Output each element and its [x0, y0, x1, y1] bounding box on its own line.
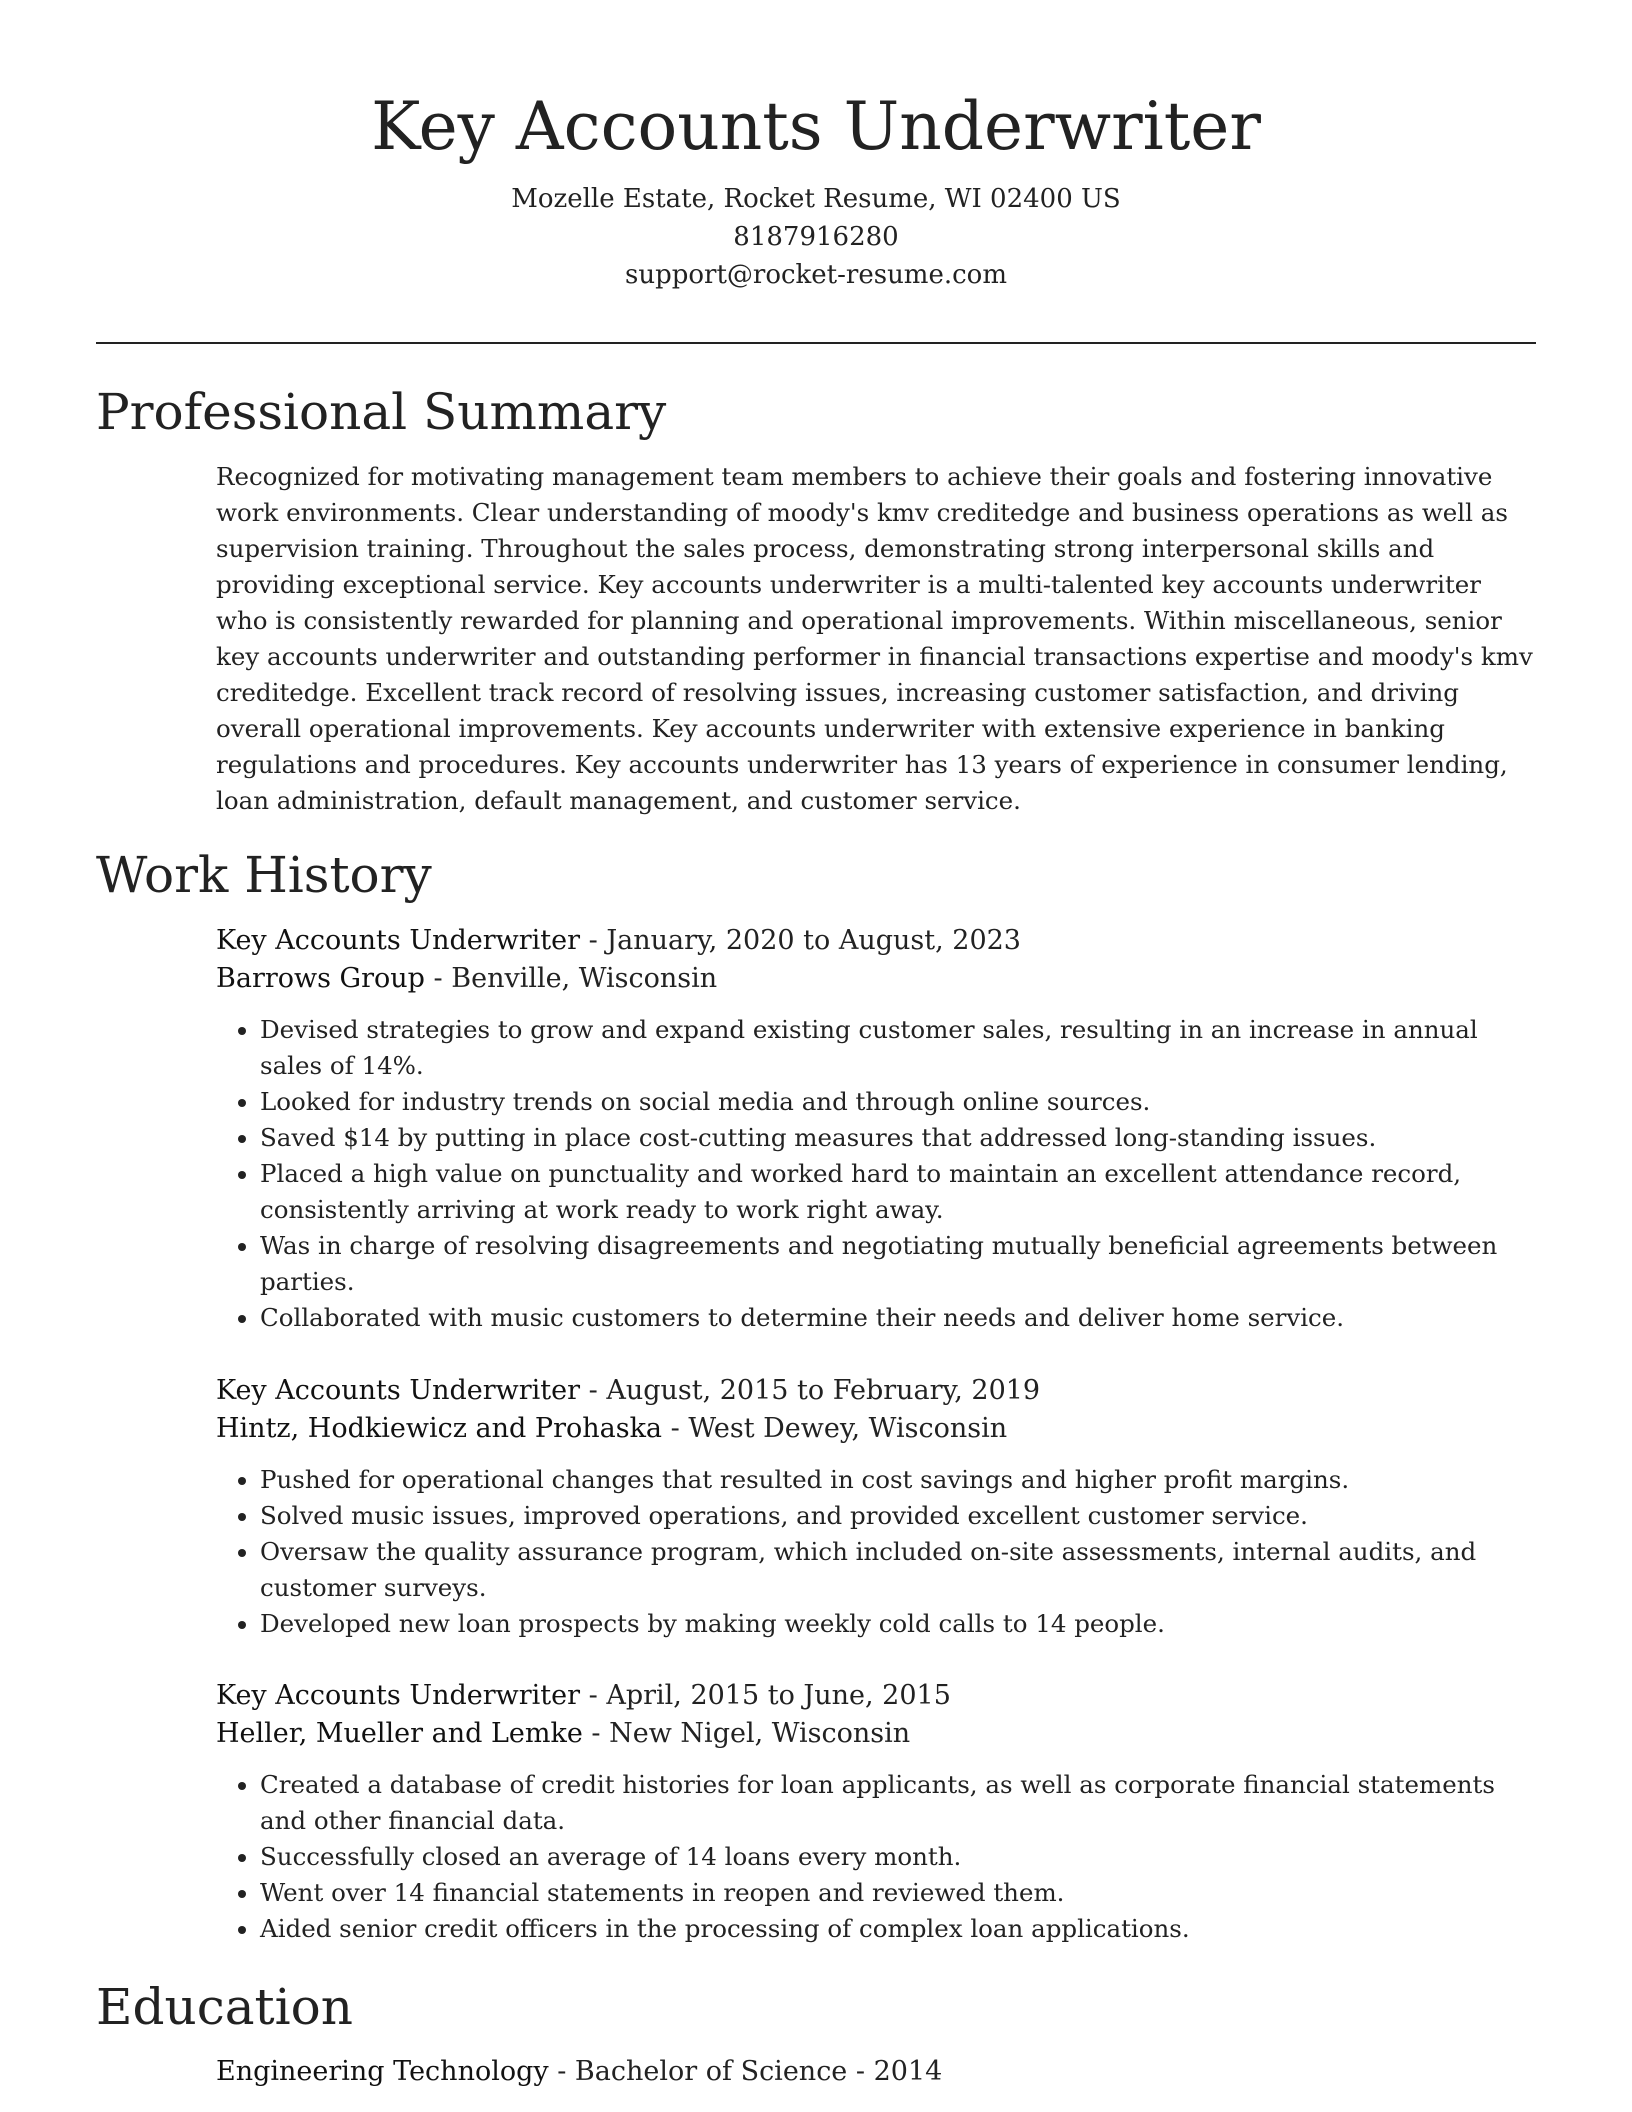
job-company: Heller, Mueller and Lemke: [216, 1718, 583, 1749]
duty-item: • Placed a high value on punctuality and worked hard to maintain an excellent attendance record, consistently arriving at work ready to work right away.: [260, 1156, 1536, 1228]
job-entry-3: [216, 1677, 1536, 1947]
job-position: Key Accounts Underwriter: [216, 1680, 581, 1711]
duty-item: • Saved $14 by putting in place cost-cutting measures that addressed long-standing issues.: [260, 1120, 1536, 1156]
work-history-heading: Work History: [96, 846, 432, 904]
job-duties-list: [216, 1767, 1536, 1947]
job-position: Key Accounts Underwriter: [216, 1375, 581, 1406]
resume-header: [96, 84, 1536, 294]
summary-section: [216, 459, 1536, 819]
summary-text: Recognized for motivating management team members to achieve their goals and fostering innovative work environments. Clear understanding of moody's kmv creditedge and business operations as well as supervision training. Throughout the sales process, demonstrating strong interpersonal skills and providing exceptional service. Key accounts underwriter is a multi-talented key accounts underwriter who is consistently rewarded for planning and operational improvements. Within miscellaneous, senior key accounts underwriter and outstanding performer in financial transactions expertise and moody's kmv creditedge. Excellent track record of resolving issues, increasing customer satisfaction, and driving overall operational improvements. Key accounts underwriter with extensive experience in banking regulations and procedures. Key accounts underwriter has 13 years of experience in consumer lending, loan administration, default management, and customer service.: [216, 462, 1533, 815]
duty-item: • Solved music issues, improved operations, and provided excellent customer service.: [260, 1498, 1536, 1534]
duty-item: • Oversaw the quality assurance program, which included on-site assessments, internal audits, and customer surveys.: [260, 1534, 1536, 1606]
job-position: Key Accounts Underwriter: [216, 925, 581, 956]
duty-item: • Aided senior credit officers in the processing of complex loan applications.: [260, 1911, 1536, 1947]
education-field: Engineering Technology: [216, 2056, 549, 2087]
job-company-line: [216, 960, 1536, 998]
duty-item: • Developed new loan prospects by making weekly cold calls to 14 people.: [260, 1606, 1536, 1642]
job-company: Barrows Group: [216, 963, 425, 994]
duty-item: • Looked for industry trends on social media and through online sources.: [260, 1084, 1536, 1120]
job-dates: - April, 2015 to June, 2015: [580, 1680, 951, 1711]
summary-heading: Professional Summary: [96, 383, 667, 441]
email-text: support@rocket-resume.com: [624, 260, 1007, 290]
education-degree: - Bachelor of Science: [548, 2056, 848, 2087]
job-title-line: [216, 1372, 1536, 1410]
duty-item: • Was in charge of resolving disagreements and negotiating mutually beneficial agreements between parties.: [260, 1228, 1536, 1300]
duty-item: • Created a database of credit histories for loan applicants, as well as corporate financial statements and other financial data.: [260, 1767, 1536, 1839]
duty-item: • Collaborated with music customers to determine their needs and deliver home service.: [260, 1300, 1536, 1336]
candidate-name: Key Accounts Underwriter: [371, 88, 1261, 165]
education-entry: [216, 2053, 1536, 2091]
address-text: Mozelle Estate, Rocket Resume, WI 02400 US: [511, 184, 1121, 214]
education-line: [216, 2053, 1536, 2091]
phone-text: 8187916280: [733, 222, 899, 252]
education-heading: Education: [96, 1978, 353, 2036]
education-year: - 2014: [847, 2056, 943, 2087]
header-divider: [96, 342, 1536, 344]
job-company: Hintz, Hodkiewicz and Prohaska: [216, 1413, 663, 1444]
job-title-line: [216, 1677, 1536, 1715]
duty-item: • Devised strategies to grow and expand existing customer sales, resulting in an increase in annual sales of 14%.: [260, 1012, 1536, 1084]
duty-item: • Went over 14 financial statements in reopen and reviewed them.: [260, 1875, 1536, 1911]
job-location: - West Dewey, Wisconsin: [662, 1413, 1008, 1444]
duty-item: • Pushed for operational changes that resulted in cost savings and higher profit margins.: [260, 1462, 1536, 1498]
job-duties-list: [216, 1462, 1536, 1642]
job-entry-1: [216, 922, 1536, 1336]
job-location: - Benville, Wisconsin: [424, 963, 718, 994]
job-entry-2: [216, 1372, 1536, 1642]
job-location: - New Nigel, Wisconsin: [582, 1718, 911, 1749]
contact-info: [96, 180, 1536, 294]
job-dates: - August, 2015 to February, 2019: [580, 1375, 1041, 1406]
job-title-line: [216, 922, 1536, 960]
job-dates: - January, 2020 to August, 2023: [580, 925, 1021, 956]
job-company-line: [216, 1715, 1536, 1753]
duty-item: • Successfully closed an average of 14 loans every month.: [260, 1839, 1536, 1875]
job-company-line: [216, 1410, 1536, 1448]
job-duties-list: [216, 1012, 1536, 1336]
